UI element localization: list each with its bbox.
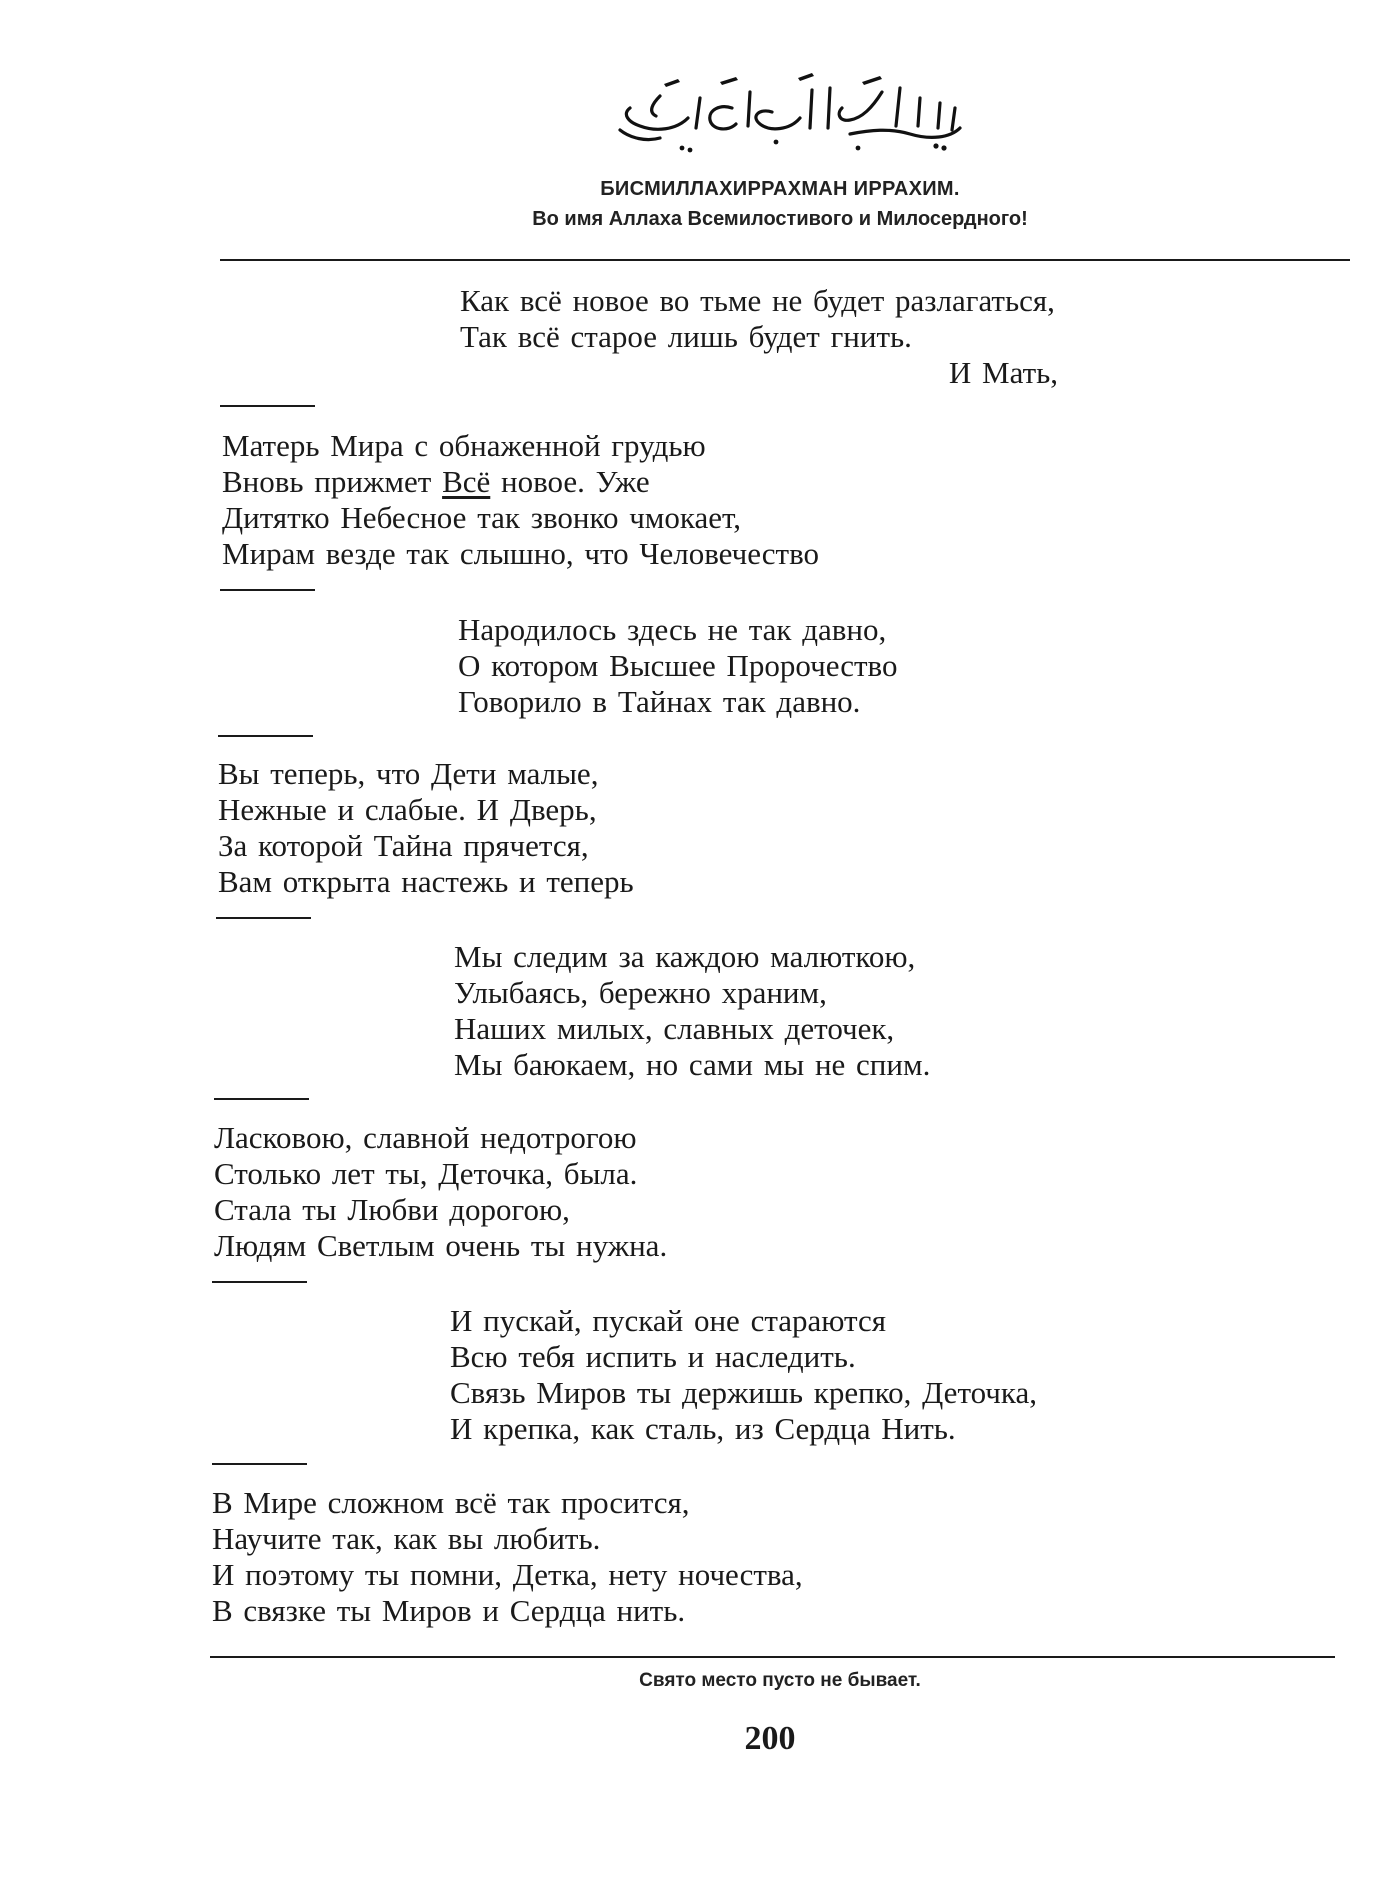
stanza-line: В связке ты Миров и Сердца нить. xyxy=(212,1593,686,1628)
stanza-8 xyxy=(212,1485,803,1629)
stanza-line xyxy=(460,355,1060,391)
stanza-line-part: Вновь прижмет xyxy=(222,464,443,499)
stanza-2 xyxy=(222,428,819,572)
stanza-4 xyxy=(218,756,634,900)
stanza-line: Говорило в Тайнах так давно. xyxy=(458,684,861,719)
header-subtitle: Во имя Аллаха Всемилостивого и Милосердного! xyxy=(532,208,1028,230)
stanza-line: Как всё новое во тьме не будет разлагаться, xyxy=(460,283,1055,318)
stanza-separator xyxy=(218,735,313,737)
header-rule xyxy=(220,259,1350,261)
stanza-separator xyxy=(220,405,315,407)
stanza-line: О котором Высшее Пророчество xyxy=(458,648,898,683)
stanza-line: Матерь Мира с обнаженной грудью xyxy=(222,428,706,463)
stanza-3 xyxy=(458,612,897,720)
footer-motto: Свято место пусто не бывает. xyxy=(639,1670,921,1691)
stanza-line: Людям Светлым очень ты нужна. xyxy=(214,1228,668,1263)
stanza-1 xyxy=(460,283,1060,391)
stanza-line: Вы теперь, что Дети малые, xyxy=(218,756,599,791)
stanza-line: Наших милых, славных деточек, xyxy=(454,1011,895,1046)
stanza-line: Нежные и слабые. И Дверь, xyxy=(218,792,597,827)
stanza-line: Столько лет ты, Деточка, была. xyxy=(214,1156,638,1191)
stanza-line: Народилось здесь не так давно, xyxy=(458,612,887,647)
stanza-line: Мирам везде так слышно, что Человечество xyxy=(222,536,820,571)
stanza-line: Дитятко Небесное так звонко чмокает, xyxy=(222,500,741,535)
stanza-separator xyxy=(216,917,311,919)
underlined-word: Всё xyxy=(442,464,491,499)
stanza-line: И пускай, пускай оне стараются xyxy=(450,1303,886,1338)
stanza-line: Мы следим за каждою малюткою, xyxy=(454,939,916,974)
stanza-line-text: И Мать, xyxy=(948,355,1058,390)
stanza-7 xyxy=(450,1303,1037,1447)
stanza-line: Мы баюкаем, но сами мы не спим. xyxy=(454,1047,931,1082)
bismillah-calligraphy xyxy=(600,68,980,158)
stanza-separator xyxy=(212,1463,307,1465)
stanza-line: За которой Тайна прячется, xyxy=(218,828,589,863)
stanza-line xyxy=(222,464,819,500)
stanza-line: Научите так, как вы любить. xyxy=(212,1521,601,1556)
page-number: 200 xyxy=(744,1720,796,1757)
stanza-line: Вам открыта настежь и теперь xyxy=(218,864,634,899)
stanza-line: И крепка, как сталь, из Сердца Нить. xyxy=(450,1411,956,1446)
stanza-line: Связь Миров ты держишь крепко, Деточка, xyxy=(450,1375,1037,1410)
stanza-line-part: новое. Уже xyxy=(490,464,650,499)
header-title: БИСМИЛЛАХИРРАХМАН ИРРАХИМ. xyxy=(600,178,960,200)
stanza-line: И поэтому ты помни, Детка, нету ночества, xyxy=(212,1557,803,1592)
stanza-6 xyxy=(214,1120,667,1264)
footer-rule xyxy=(210,1656,1335,1658)
stanza-5 xyxy=(454,939,930,1083)
stanza-separator xyxy=(212,1281,307,1283)
stanza-line: Так всё старое лишь будет гнить. xyxy=(460,319,912,354)
stanza-line: Ласковою, славной недотрогою xyxy=(214,1120,637,1155)
stanza-separator xyxy=(214,1098,309,1100)
stanza-line: В Мире сложном всё так просится, xyxy=(212,1485,690,1520)
stanza-line: Стала ты Любви дорогою, xyxy=(214,1192,570,1227)
stanza-line: Всю тебя испить и наследить. xyxy=(450,1339,856,1374)
stanza-line: Улыбаясь, бережно храним, xyxy=(454,975,827,1010)
stanza-separator xyxy=(220,589,315,591)
